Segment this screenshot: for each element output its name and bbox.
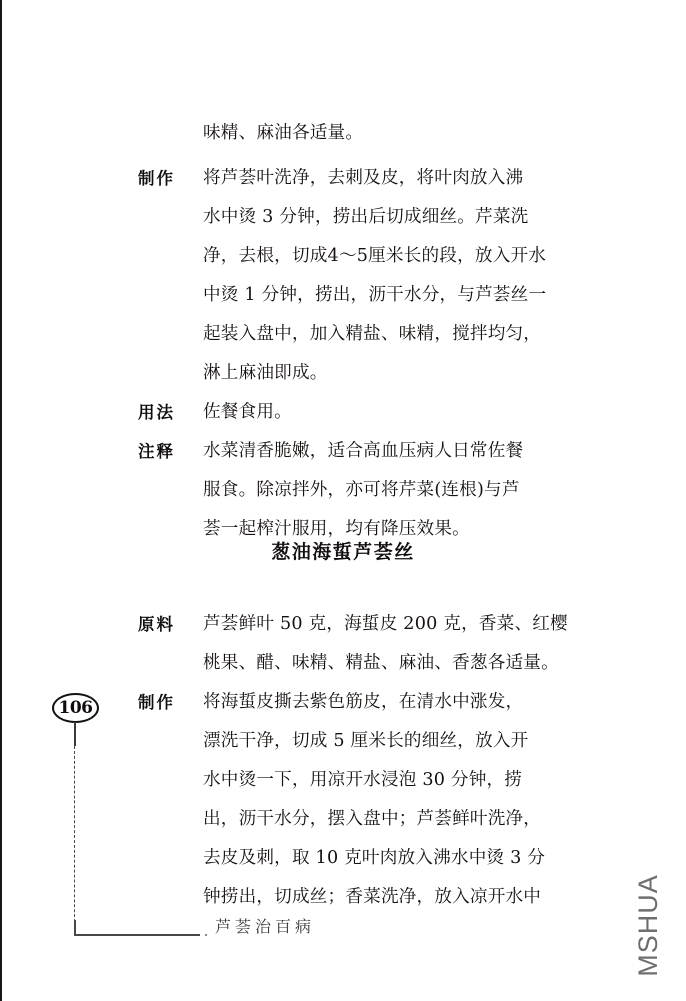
text-line: 味精、麻油各适量。 xyxy=(203,123,364,143)
section-label-usage: 用法 xyxy=(138,403,175,422)
text-line: 去皮及刺，取 10 克叶肉放入沸水中烫 3 分 xyxy=(203,848,546,868)
recipe-title: 葱油海蜇芦荟丝 xyxy=(271,541,415,563)
text-line: 服食。除凉拌外，亦可将芹菜(连根)与芦 xyxy=(203,480,520,500)
text-line: 漂洗干净，切成 5 厘米长的细丝，放入开 xyxy=(203,731,529,751)
section-label-notes: 注释 xyxy=(138,442,175,461)
section-label-preparation: 制作 xyxy=(138,693,175,712)
section-label-ingredients: 原料 xyxy=(138,615,175,634)
footer-running-title: 芦荟治百病 xyxy=(215,917,316,936)
text-line: 钟捞出，切成丝；香菜洗净，放入凉开水中 xyxy=(203,887,542,907)
watermark-label: MSHUA xyxy=(632,873,663,977)
text-line: 将芦荟叶洗净，去刺及皮，将叶肉放入沸 xyxy=(203,168,524,188)
text-line: 荟一起榨汁服用，均有降压效果。 xyxy=(203,519,470,539)
footer-rule-dot xyxy=(205,934,207,936)
page-marker-dashed-rule xyxy=(74,746,75,932)
text-line: 水中烫 3 分钟，捞出后切成细丝。芹菜洗 xyxy=(203,207,529,227)
section-body xyxy=(203,159,595,393)
footer-horizontal-rule xyxy=(74,934,200,936)
section-body xyxy=(203,683,595,917)
section-label-preparation: 制作 xyxy=(138,169,175,188)
text-line: 水菜清香脆嫩，适合高血压病人日常佐餐 xyxy=(203,441,524,461)
section-body xyxy=(203,393,595,432)
text-line: 水中烫一下，用凉开水浸泡 30 分钟，捞 xyxy=(203,770,523,790)
text-line: 淋上麻油即成。 xyxy=(203,363,328,383)
text-line: 中烫 1 分钟，捞出，沥干水分，与芦荟丝一 xyxy=(203,285,547,305)
section-body xyxy=(203,114,595,153)
text-line: 起装入盘中，加入精盐、味精，搅拌均匀， xyxy=(203,324,542,344)
section-body xyxy=(203,432,595,549)
page-marker-stub-rule xyxy=(74,722,76,746)
text-line: 将海蜇皮撕去紫色筋皮，在清水中涨发， xyxy=(203,692,524,712)
watermark xyxy=(628,860,668,990)
text-line: 出，沥干水分，摆入盘中；芦荟鲜叶洗净， xyxy=(203,809,542,829)
scan-edge-left xyxy=(0,0,2,1001)
text-line: 佐餐食用。 xyxy=(203,402,292,422)
text-line: 桃果、醋、味精、精盐、麻油、香葱各适量。 xyxy=(203,653,559,673)
page-number-badge: 106 xyxy=(52,693,99,723)
section-body xyxy=(203,605,595,683)
text-line: 净，去根，切成4～5厘米长的段，放入开水 xyxy=(203,246,547,266)
text-line: 芦荟鲜叶 50 克，海蜇皮 200 克，香菜、红樱 xyxy=(203,614,568,634)
